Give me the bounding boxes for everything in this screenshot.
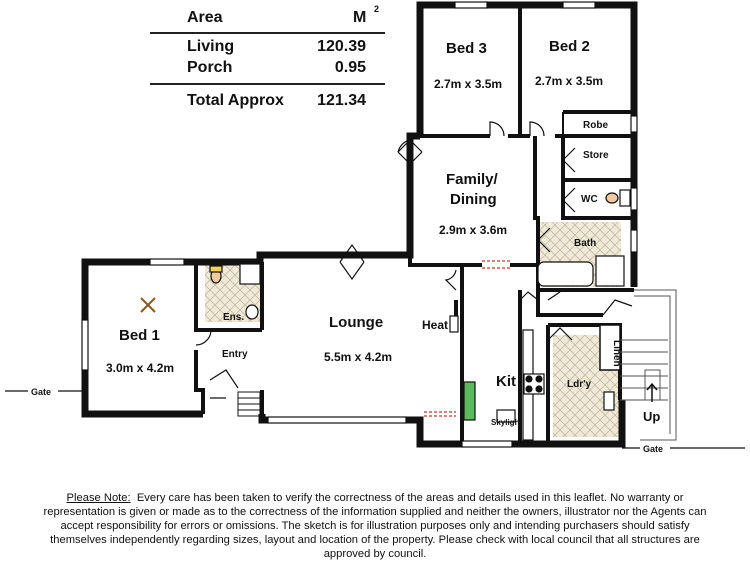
room-label-entry: Entry (222, 349, 248, 360)
room-label-bed1: Bed 1 (119, 327, 160, 344)
room-label-kitchen: Kit (496, 373, 516, 390)
room-label-family-line2: Dining (450, 191, 497, 208)
room-label-robe: Robe (583, 120, 608, 131)
door-entry (210, 370, 238, 398)
wc-cistern (620, 190, 630, 206)
label-up: Up (643, 409, 661, 424)
window-bath (631, 230, 637, 252)
room-dims-bed2: 2.7m x 3.5m (535, 74, 604, 88)
door-external (603, 300, 632, 315)
wc-toilet (606, 193, 618, 203)
room-label-ensuite: Ens. (223, 312, 245, 323)
bathtub (538, 262, 593, 286)
window-bed2 (563, 2, 595, 8)
heater (450, 316, 458, 332)
area-row-value-porch: 0.95 (334, 59, 366, 76)
door-bed3 (490, 122, 504, 136)
window-bed1-side (82, 320, 88, 370)
room-label-bath: Bath (574, 238, 597, 249)
ensuite-cistern (210, 266, 222, 272)
door-kitchen (446, 270, 456, 290)
opening-family-kitchen (482, 261, 510, 268)
window-bed3 (455, 2, 487, 8)
area-total-label: Total Approx (187, 92, 284, 109)
room-label-family-line1: Family/ (446, 171, 498, 188)
room-label-linen: Linen (611, 340, 622, 367)
opening-lounge-kitchen (424, 412, 456, 416)
window-wc (631, 188, 637, 210)
room-label-heat: Heat (422, 318, 449, 332)
door-ldry-hall (548, 292, 560, 300)
room-label-bed3: Bed 3 (446, 40, 487, 57)
door-linen-upper (520, 292, 538, 300)
ensuite-shower (240, 264, 260, 284)
room-dims-bed1: 3.0m x 4.2m (106, 361, 175, 375)
entry-steps (238, 392, 260, 416)
door-lounge (340, 245, 364, 279)
window-lounge (268, 417, 406, 423)
gate-label-left: Gate (31, 387, 52, 397)
door-bed1 (196, 330, 211, 345)
area-header-label: Area (187, 9, 223, 26)
room-label-skylight: Skylight (491, 418, 523, 427)
window-kitchen (462, 441, 512, 447)
room-dims-lounge: 5.5m x 4.2m (324, 350, 393, 364)
room-label-lounge: Lounge (329, 314, 384, 331)
shower (596, 256, 624, 286)
area-total-value: 121.34 (317, 92, 366, 109)
room-label-bed2: Bed 2 (549, 38, 590, 55)
gate-label-right: Gate (643, 444, 664, 454)
ensuite-basin (246, 305, 258, 319)
area-header-unit-sup: 2 (374, 4, 380, 14)
disclaimer-heading: Please Note: (66, 492, 131, 504)
area-row-label-living: Living (187, 38, 235, 55)
disclaimer-text: Every care has been taken to verify the correctness of the areas and details used in this leaflet. No warranty or representation is given or made as to the correctness of the information supplied and neither the owners, illustrator nor the Agents can accept responsibility for errors or omissions. The sketch is for illustration purposes only and intending purchasers should satisfy themselves independently regarding sizes, layout and location of the property. Please check with local council that all structures are approved by council. (43, 492, 707, 560)
laundry-tub (604, 392, 614, 410)
kitchen-sink (464, 382, 475, 420)
room-label-laundry: Ldr'y (567, 379, 592, 390)
room-dims-bed3: 2.7m x 3.5m (434, 77, 503, 91)
room-label-store: Store (583, 150, 609, 161)
area-row-label-porch: Porch (187, 59, 233, 76)
door-bed2 (530, 122, 544, 136)
window-bed1 (150, 259, 184, 265)
area-row-value-living: 120.39 (317, 38, 366, 55)
bed1-marker-icon (141, 298, 155, 312)
window-robe (631, 116, 637, 132)
area-header-unit: M (353, 9, 367, 26)
room-label-wc: WC (581, 194, 598, 205)
room-dims-family: 2.9m x 3.6m (439, 223, 508, 237)
up-arrow-icon (647, 384, 657, 402)
disclaimer-note (40, 491, 710, 561)
